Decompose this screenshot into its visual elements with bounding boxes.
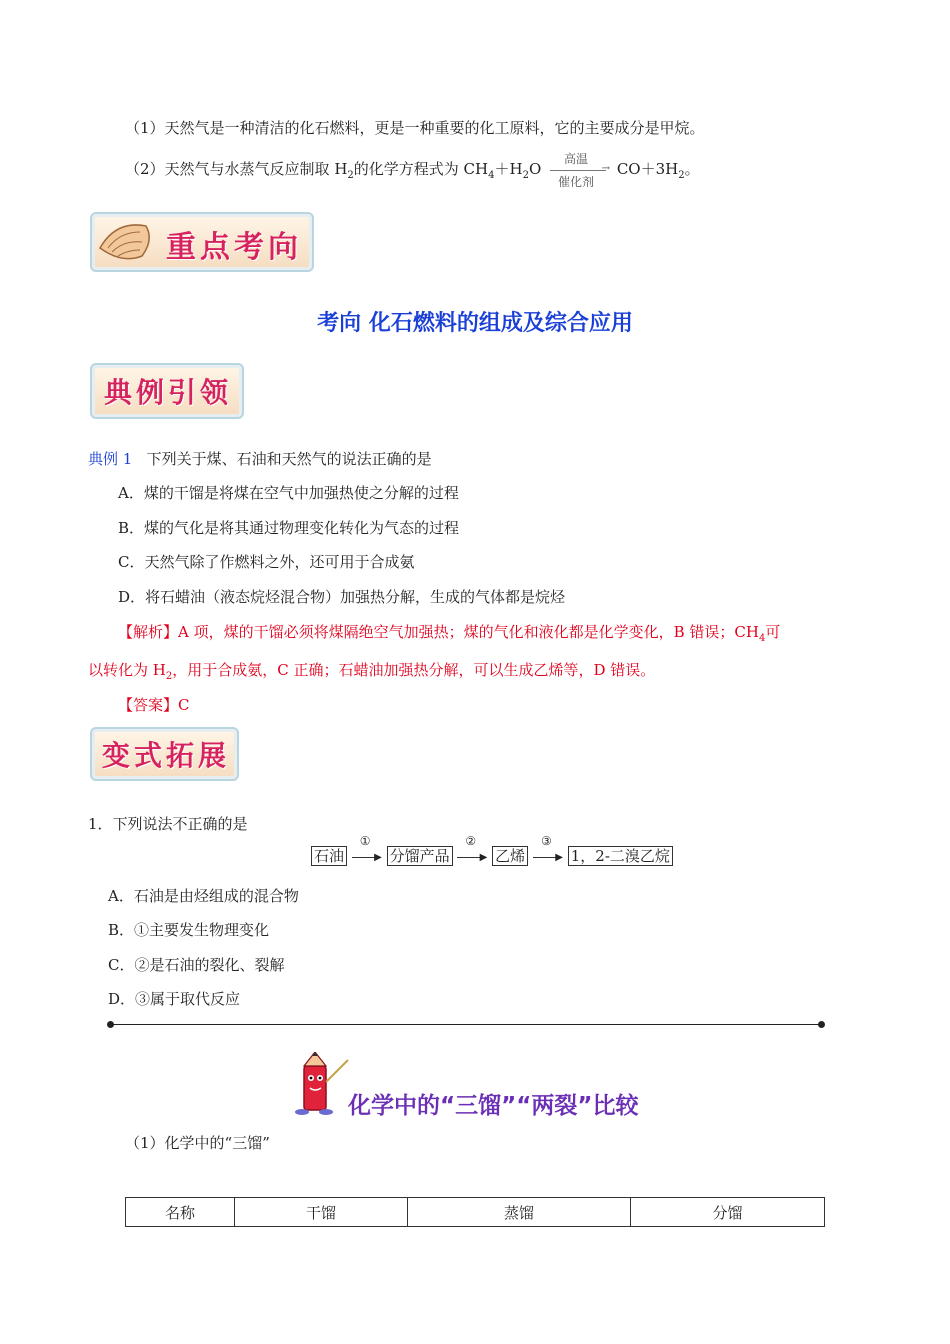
text: A 项，煤的干馏必须将煤隔绝空气加强热；煤的气化和液化都是化学变化，B 错误；CH bbox=[178, 623, 759, 641]
q1-option-a: A．石油是由烃组成的混合物 bbox=[108, 887, 299, 905]
comparison-table bbox=[125, 1197, 825, 1227]
text: （2）天然气与水蒸气反应制取 H bbox=[125, 160, 348, 178]
step-num: ① bbox=[359, 834, 371, 848]
answer-line bbox=[118, 694, 190, 715]
option-c: C．天然气除了作燃料之外，还可用于合成氨 bbox=[118, 553, 415, 571]
example-badge bbox=[90, 363, 244, 419]
flow-box-oil: 石油 bbox=[311, 846, 347, 866]
summary-subtitle: （1）化学中的“三馏” bbox=[125, 1134, 270, 1152]
text: ，用于合成氨，C 正确；石蜡油加强热分解，可以生成乙烯等，D 错误。 bbox=[172, 661, 656, 679]
pencil-mascot-icon bbox=[292, 1052, 352, 1116]
badge-label: 变式拓展 bbox=[102, 739, 231, 772]
analysis-line-1 bbox=[118, 621, 780, 644]
arrow-head-icon: → bbox=[601, 163, 611, 174]
table-header-cell: 干馏 bbox=[235, 1198, 408, 1227]
divider-dot-right bbox=[818, 1021, 825, 1028]
intro-line-1: （1）天然气是一种清洁的化石燃料，更是一种重要的化工原料，它的主要成分是甲烷。 bbox=[125, 119, 705, 137]
sub: 2 bbox=[522, 170, 529, 181]
table-header-cell: 名称 bbox=[126, 1198, 235, 1227]
sub: 2 bbox=[347, 170, 354, 181]
question-text: 下列关于煤、石油和天然气的说法正确的是 bbox=[146, 450, 432, 468]
text: 以转化为 H bbox=[88, 661, 166, 679]
q1-option-d: D．③属于取代反应 bbox=[108, 990, 241, 1008]
flow-arrow-3: ③ ▶ bbox=[533, 848, 563, 866]
sub: 2 bbox=[678, 170, 685, 181]
text: CO＋3H bbox=[616, 160, 679, 178]
arrow-shaft bbox=[550, 170, 606, 171]
example-tag: 典例 1 bbox=[88, 450, 133, 468]
step-num: ③ bbox=[540, 834, 552, 848]
option-a: A．煤的干馏是将煤在空气中加强热使之分解的过程 bbox=[118, 484, 459, 502]
flow-diagram bbox=[311, 834, 673, 866]
sub: 4 bbox=[758, 633, 766, 644]
step-num: ② bbox=[465, 834, 477, 848]
text: 。 bbox=[684, 160, 700, 178]
text: ＋H bbox=[494, 160, 523, 178]
q1-question: 1．下列说法不正确的是 bbox=[88, 815, 248, 833]
option-b: B．煤的气化是将其通过物理变化转化为气态的过程 bbox=[118, 519, 460, 537]
text: 可 bbox=[765, 623, 781, 641]
reaction-condition-arrow bbox=[546, 152, 612, 189]
table-header-cell: 蒸馏 bbox=[408, 1198, 631, 1227]
sub: 2 bbox=[165, 671, 173, 682]
divider-dot-left bbox=[107, 1021, 114, 1028]
answer-value: C bbox=[178, 696, 190, 714]
answer-label: 【答案】 bbox=[118, 696, 179, 714]
analysis-label: 【解析】 bbox=[118, 623, 179, 641]
flow-arrow-1: ① ▶ bbox=[352, 848, 382, 866]
table-row bbox=[126, 1198, 825, 1227]
text: O bbox=[528, 160, 542, 178]
divider bbox=[110, 1024, 822, 1025]
condition-bottom: 催化剂 bbox=[558, 175, 595, 189]
table-header-cell: 分馏 bbox=[631, 1198, 825, 1227]
condition-top: 高温 bbox=[564, 152, 589, 166]
q1-option-c: C．②是石油的裂化、裂解 bbox=[108, 956, 285, 974]
q1-option-b: B．①主要发生物理变化 bbox=[108, 921, 270, 939]
example-question bbox=[88, 448, 432, 469]
analysis-line-2 bbox=[88, 659, 655, 682]
flow-box-fraction: 分馏产品 bbox=[387, 846, 453, 866]
badge-label: 重点考向 bbox=[166, 230, 302, 265]
section-title: 考向 化石燃料的组成及综合应用 bbox=[317, 311, 633, 336]
option-d: D．将石蜡油（液态烷烃混合物）加强热分解，生成的气体都是烷烃 bbox=[118, 588, 566, 606]
flow-arrow-2: ② ▶ bbox=[457, 848, 487, 866]
variant-badge bbox=[90, 727, 239, 781]
key-points-badge bbox=[90, 212, 314, 272]
text: 的化学方程式为 CH bbox=[353, 160, 489, 178]
badge-label: 典例引领 bbox=[104, 376, 233, 409]
sub: 4 bbox=[488, 170, 495, 181]
intro-line-2 bbox=[125, 152, 700, 189]
flow-box-dibromoethane: 1，2-二溴乙烷 bbox=[568, 846, 673, 866]
summary-title: 化学中的“三馏”“两裂”比较 bbox=[348, 1093, 639, 1119]
flow-box-ethylene: 乙烯 bbox=[492, 846, 528, 866]
shell-icon bbox=[96, 218, 156, 264]
